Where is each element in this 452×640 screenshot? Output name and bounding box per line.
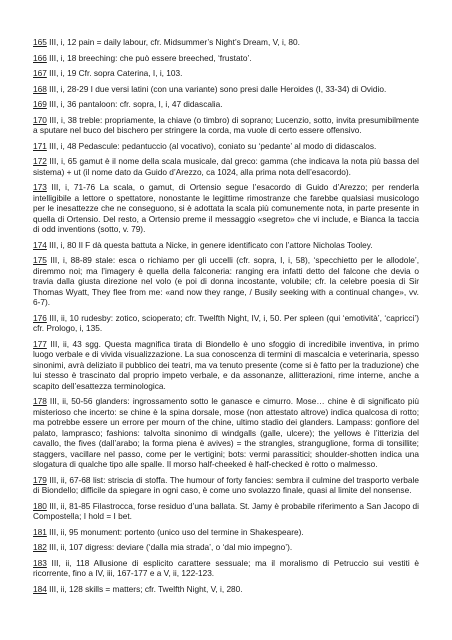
footnote-text: III, ii, 10 rudesby: zotico, scioperato; cfr. Twelfth Night, IV, i, 50. Per spleen (qui ‘emotività’, ‘capricci’) cfr. Prologo, i, 135. (33, 312, 419, 333)
footnote-178 (33, 396, 419, 470)
footnote-169 (33, 99, 419, 110)
footnote-text: III, ii, 50-56 glanders: ingrossamento sotto le ganasce e cimurro. Mose… chine è di significato più misterioso che incerto: se chine è la spina dorsale, mose (non attestato altrove) indica qualcosa di rotto; ma potrebbe essere un errore per mourn of the chine, ultimo stadio dei glanders. Lampass: gonfiore del palato, lamprasco; fashions: talvolta sinonimo di windgalls (galle, ulcere); the yellows è l’itterizia del cavallo, the fives (dall’arabo; la forma piena è avives) = the strangles, stranguglione, forma di tonsillite; staggers, vacillare nel passo, come per le vertigini; bots: vermi parassitici; shoulder-shotten indica una slogatura di qualche tipo alle spalle. Il morso half-cheeked è half-checked è rotto o malmesso. (33, 396, 419, 469)
footnote-ref-link[interactable]: 168 (33, 83, 47, 94)
footnote-175 (33, 255, 419, 308)
footnote-184 (33, 584, 419, 595)
footnote-text: III, i, 18 breeching: che può essere breeched, ‘frustato’. (46, 52, 252, 63)
footnote-ref-link[interactable]: 184 (33, 583, 47, 594)
footnote-text: III, ii, 67-68 list: striscia di stoffa. The humour of forty fancies: sembra il culmine del trasporto verbale di Biondello; difficile da spiegare in ogni caso, è come uno svolazzo finale, quasi al limite del nonsense. (33, 474, 419, 495)
footnote-ref-link[interactable]: 182 (33, 542, 47, 552)
footnote-171 (33, 141, 419, 152)
footnote-text: III, ii, 81-85 Filastrocca, forse residuo d’una ballata. St. Jamy è probabile riferimento a San Jacopo di Compostella; I hold = I bet. (33, 500, 419, 521)
footnote-text: III, i, 19 Cfr. sopra Caterina, I, i, 103. (46, 68, 183, 78)
footnote-182 (33, 542, 419, 553)
footnote-168 (33, 84, 419, 95)
footnote-ref-link[interactable]: 167 (33, 68, 47, 78)
footnote-text: III, ii, 107 digress: deviare (‘dalla mia strada’, o ‘dal mio impegno’). (46, 542, 293, 552)
footnote-177 (33, 339, 419, 392)
footnote-167 (33, 68, 419, 79)
footnote-ref-link[interactable]: 174 (33, 239, 47, 250)
footnote-ref-link[interactable]: 175 (33, 255, 47, 265)
footnote-text: III, i, 80 Il F dà questa battuta a Nicke, in genere identificato con l’attore Nicholas Tooley. (46, 239, 373, 250)
footnote-181 (33, 527, 419, 538)
footnote-text: III, ii, 43 sgg. Questa magnifica tirata di Biondello è uno sfoggio di incredibile inventiva, in primo luogo verbale e di vivida visualizzazione. La sua conoscenza di termini di mascalcia e veterinaria, spesso sinonimi, avrà deliziato il pubblico dei teatri, ma va tenuto presente (come si è fatto per la traduzione) che lui stesso è trascinato dal proprio impeto verbale, e da assonanze, allitterazioni, rime interne, anche a scapito dell’esattezza terminologica. (33, 338, 420, 391)
footnote-ref-link[interactable]: 180 (33, 500, 47, 511)
footnote-174 (33, 240, 419, 251)
footnote-text: III, i, 71-76 La scala, o gamut, di Ortensio segue l’esacordo di Guido d’Arezzo; per renderla intelligibile a lettore o spettatore, nonostante le legittime rimostranze che farebbe qualsiasi musicologo per le inesattezze che ne conseguono, si è adottata la scala più comunemente nota, in parte presente in quella di Ortensio. Del resto, a Ortensio preme il messaggio «segreto» che vi include, e Bianca la taccia di odd inventions (sotto, v. 79). (33, 182, 419, 234)
footnote-text: III, ii, 128 skills = matters; cfr. Twelfth Night, V, i, 280. (46, 583, 243, 594)
footnote-ref-link[interactable]: 178 (33, 396, 47, 406)
footnote-ref-link[interactable]: 165 (33, 37, 47, 47)
footnote-176 (33, 313, 419, 334)
footnote-text: III, i, 36 pantaloon: cfr. sopra, I, i, 47 didascalia. (46, 99, 223, 109)
footnote-165 (33, 37, 419, 48)
footnote-ref-link[interactable]: 183 (33, 557, 47, 568)
footnote-ref-link[interactable]: 166 (33, 52, 47, 63)
footnote-ref-link[interactable]: 176 (33, 312, 47, 323)
footnote-ref-link[interactable]: 179 (33, 474, 47, 485)
footnote-text: III, i, 28-29 I due versi latini (con una variante) sono presi dalle Heroides (I, 33-34) di Ovidio. (46, 83, 387, 94)
footnote-text: III, ii, 95 monument: portento (unico uso del termine in Shakespeare). (46, 526, 304, 537)
footnote-ref-link[interactable]: 177 (33, 338, 47, 349)
footnote-ref-link[interactable]: 169 (33, 99, 47, 109)
footnote-172 (33, 156, 419, 177)
footnote-ref-link[interactable]: 172 (33, 156, 47, 166)
footnote-text: III, i, 38 treble: propriamente, la chiave (o timbro) di soprano; Lucenzio, sotto, invita presumibilmente a sputare nel buco del bischero per stringere la corda, ma vuole di certo essere offensivo. (33, 114, 419, 135)
footnotes-page (33, 37, 419, 599)
footnote-ref-link[interactable]: 171 (33, 140, 47, 151)
footnote-ref-link[interactable]: 181 (33, 526, 47, 537)
footnote-183 (33, 558, 419, 579)
footnote-text: III, i, 65 gamut è il nome della scala musicale, dal greco: gamma (che indicava la nota più bassa del sistema) + ut (il nome dato da Guido d’Arezzo, ca 1024, alla prima nota dell’esacordo). (33, 156, 419, 177)
footnote-ref-link[interactable]: 173 (33, 182, 47, 192)
footnote-text: III, ii, 118 Allusione di esplicito carattere sessuale; ma il moralismo di Petruccio sui vestiti è ricorrente, fino a IV, iii, 167-177 e a V, ii, 122-123. (33, 557, 419, 578)
footnote-180 (33, 501, 419, 522)
footnote-text: III, i, 48 Pedascule: pedantuccio (al vocativo), coniato su ‘pedante’ al modo di didascalos. (46, 140, 377, 151)
footnote-170 (33, 115, 419, 136)
footnote-166 (33, 53, 419, 64)
footnote-ref-link[interactable]: 170 (33, 114, 47, 125)
footnote-173 (33, 182, 419, 235)
footnote-text: III, i, 12 pain = daily labour, cfr. Midsummer’s Night’s Dream, V, i, 80. (46, 37, 300, 47)
footnote-text: III, i, 88-89 stale: esca o richiamo per gli uccelli (cfr. sopra, I, i, 58), ‘specchietto per le allodole’, diremmo noi; ma l’imagery è quella della falconeria: ranging era infatti detto del falcone che devia o travia dalla giusta direzione nel volo (e poi di donna incostante, volubile; cfr. la celebre poesia di Sir Thomas Wyatt, They flee from me: «and now they range, / Busily seeking with a continual change», vv. 6-7). (33, 255, 419, 307)
footnote-179 (33, 475, 419, 496)
